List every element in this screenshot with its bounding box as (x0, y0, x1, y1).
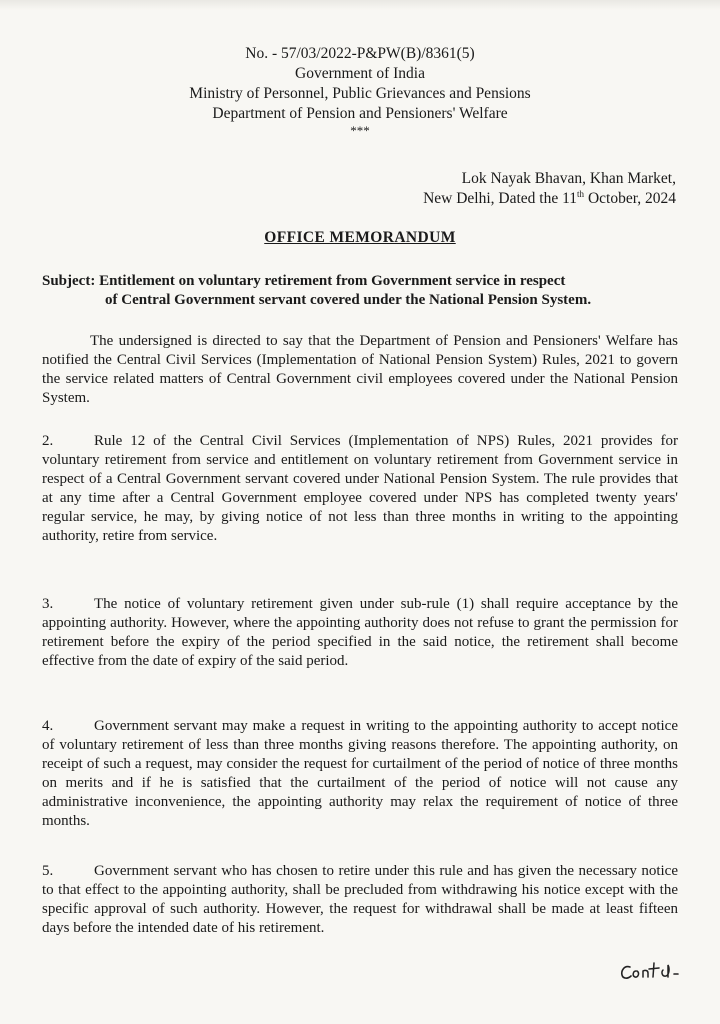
paragraph-5 (42, 862, 678, 938)
scan-edge (0, 0, 720, 10)
date-prefix: New Delhi, Dated the 11 (423, 190, 578, 207)
paragraph-text: The notice of voluntary retirement given under sub-rule (1) shall require acceptance by the appointing authority. However, where the appointing authority does not refuse to grant the permission for retirement before the expiry of the period specified in the said notice, the retirement shall become effective from the date of expiry of the said period. (42, 596, 678, 669)
address-line: Lok Nayak Bhavan, Khan Market, (461, 170, 676, 187)
memo-title (0, 228, 720, 247)
handwritten-contd-note (618, 958, 688, 984)
paragraph-number: 2. (42, 433, 54, 449)
letterhead (0, 44, 720, 138)
government-name: Government of India (295, 65, 425, 82)
paragraph-number: 3. (42, 596, 54, 612)
date-suffix: October, 2024 (584, 190, 676, 207)
paragraph-number: 5. (42, 863, 54, 879)
address-block (423, 169, 676, 209)
paragraph-number: 4. (42, 718, 54, 734)
subject-line-1: Subject: Entitlement on voluntary retirement from Government service in respect (42, 273, 566, 289)
paragraph-3 (42, 595, 678, 671)
department-name: Department of Pension and Pensioners' Welfare (212, 105, 508, 122)
paragraph-1 (42, 332, 678, 408)
memo-title-text: OFFICE MEMORANDUM (264, 229, 456, 246)
separator-stars: *** (350, 123, 370, 138)
date-line (423, 189, 676, 209)
paragraph-2 (42, 432, 678, 546)
ministry-name: Ministry of Personnel, Public Grievances and Pensions (189, 85, 531, 102)
subject-block (42, 272, 678, 310)
paragraph-4 (42, 717, 678, 831)
paragraph-text: Rule 12 of the Central Civil Services (Implementation of NPS) Rules, 2021 provides for voluntary retirement from service and entitlement on voluntary retirement from Government service in respect of a Central Government servant covered under National Pension System. The rule provides that at any time after a Central Government employee covered under NPS has completed twenty years' regular service, he may, by giving notice of not less than three months in writing to the appointing authority, retire from service. (42, 433, 678, 544)
paragraph-text: Government servant may make a request in writing to the appointing authority to accept notice of voluntary retirement of less than three months giving reasons therefore. The appointing authority, on receipt of such a request, may consider the request for curtailment of the period of notice of three months on merits and if he is satisfied that the curtailment of the period of notice will not cause any administrative inconvenience, the appointing authority may relax the requirement of notice of three months. (42, 718, 678, 829)
subject-line-2: of Central Government servant covered under the National Pension System. (105, 292, 592, 308)
paragraph-text: The undersigned is directed to say that the Department of Pension and Pensioners' Welfare has notified the Central Civil Services (Implementation of National Pension System) Rules, 2021 to govern the service related matters of Central Government civil employees covered under the National Pension System. (42, 333, 678, 406)
date-ordinal: th (577, 188, 585, 199)
paragraph-text: Government servant who has chosen to retire under this rule and has given the necessary notice to that effect to the appointing authority, shall be precluded from withdrawing his notice except with the specific approval of such authority. However, the request for withdrawal shall be made at least fifteen days before the intended date of his retirement. (42, 863, 678, 936)
file-number: No. - 57/03/2022-P&PW(B)/8361(5) (245, 45, 475, 62)
